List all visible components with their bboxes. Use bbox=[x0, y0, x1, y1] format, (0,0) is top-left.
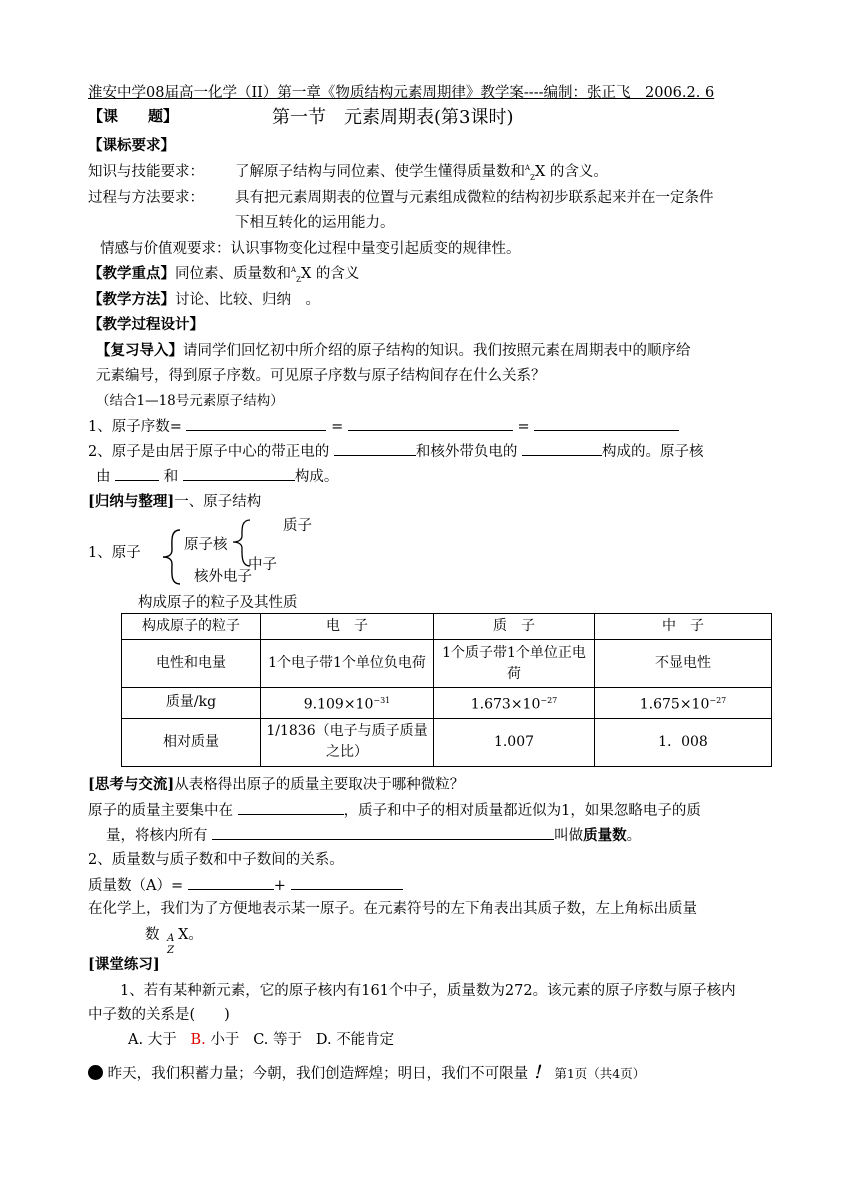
table-header-row bbox=[122, 614, 772, 640]
blank-q2-d[interactable] bbox=[183, 464, 295, 481]
table-header: 构成原子的粒子 bbox=[122, 614, 261, 640]
table-caption: 构成原子的粒子及其性质 bbox=[138, 595, 298, 611]
mass-number-sup: A bbox=[525, 164, 531, 173]
lesson-label: 【课 题】 bbox=[88, 107, 179, 125]
focus-atomic-sub: Z bbox=[296, 275, 301, 284]
review-q1: 1、原子序数= = = bbox=[88, 414, 679, 436]
table-cell: 1个电子带1个单位负电荷 bbox=[261, 640, 434, 688]
lesson-title: 第一节 元素周期表(第3课时) bbox=[272, 107, 514, 128]
chem-line1: 在化学上，我们为了方便地表示某一原子。在元素符号的左下角表出其质子数，左上角标出质量 bbox=[88, 901, 697, 917]
focus-line: 【教学重点】同位素、质量数和$^A_Z$X 的含义 bbox=[88, 265, 360, 284]
chem-line2: 数 A Z X。 bbox=[145, 927, 203, 956]
nuclide-atomic-sub: Z bbox=[167, 945, 175, 956]
neutron-label: 中子 bbox=[248, 557, 277, 573]
atomic-number-sub: Z bbox=[530, 173, 535, 182]
knowledge-text: 了解原子结构与同位素、使学生懂得质量数和$^A_Z$X 的含义。 bbox=[235, 164, 608, 182]
table-row bbox=[122, 688, 772, 719]
nuclide-symbol: X。 bbox=[178, 927, 203, 943]
blank-formula-b[interactable] bbox=[291, 873, 403, 890]
footer-exclaim: ！ bbox=[532, 1063, 550, 1083]
option-a[interactable]: A. 大于 bbox=[128, 1032, 177, 1048]
bullet-icon bbox=[88, 1065, 103, 1080]
focus-element-symbol: X bbox=[300, 266, 312, 282]
option-d[interactable]: D. 不能肯定 bbox=[315, 1032, 395, 1048]
blank-q2-b[interactable] bbox=[522, 439, 602, 456]
tree-root: 1、原子 bbox=[88, 545, 141, 561]
particle-table bbox=[121, 613, 772, 767]
think-line1: 原子的质量主要集中在 ，质子和中子的相对质量都近似为1，如果忽略电子的质 bbox=[88, 798, 701, 820]
summary-line: [归纳与整理]一、原子结构 bbox=[88, 493, 262, 510]
table-cell: 1．008 bbox=[595, 718, 772, 766]
focus-mass-sup: A bbox=[291, 266, 297, 275]
footer bbox=[88, 1058, 645, 1083]
nucleus-label: 原子核 bbox=[184, 537, 228, 553]
practice-heading: [课堂练习] bbox=[88, 956, 160, 973]
review-line1: 【复习导入】请同学们回忆初中所介绍的原子结构的知识。我们按照元素在周期表中的顺序给 bbox=[96, 342, 691, 359]
table-cell: $9.109\times 10^{-31}$ bbox=[261, 688, 434, 719]
option-b[interactable]: B. 小于 bbox=[190, 1032, 240, 1048]
proton-label: 质子 bbox=[283, 518, 312, 534]
table-cell: 1.007 bbox=[434, 718, 595, 766]
table-cell: 1/1836（电子与质子质量之比） bbox=[261, 718, 434, 766]
electron-label: 核外电子 bbox=[194, 569, 252, 585]
think-item2: 2、质量数与质子数和中子数间的关系。 bbox=[88, 852, 344, 868]
practice-options bbox=[128, 1028, 394, 1049]
element-symbol: X bbox=[534, 164, 546, 180]
blank-mass-number[interactable] bbox=[212, 823, 554, 840]
mass-formula: 质量数（A）= + bbox=[88, 873, 403, 895]
blank-q1-b[interactable] bbox=[348, 414, 513, 431]
header-line: 淮安中学08届高一化学（II）第一章《物质结构元素周期律》教学案----编制：张正飞 2006.2. 6 bbox=[88, 85, 715, 101]
emotion-line: 情感与价值观要求：认识事物变化过程中量变引起质变的规律性。 bbox=[100, 241, 521, 257]
table-cell: 不显电性 bbox=[595, 640, 772, 688]
table-cell: 质量/kg bbox=[122, 688, 261, 719]
practice-q1-line2: 中子数的关系是( ) bbox=[88, 1007, 230, 1023]
blank-q2-c[interactable] bbox=[115, 464, 159, 481]
footer-motto: 昨天，我们积蓄力量；今朝，我们创造辉煌；明日，我们不可限量 bbox=[107, 1066, 529, 1082]
atom-brace bbox=[160, 528, 184, 586]
footer-page: 第1页（共4页） bbox=[554, 1066, 646, 1081]
table-cell: 电性和电量 bbox=[122, 640, 261, 688]
table-cell: 相对质量 bbox=[122, 718, 261, 766]
table-row bbox=[122, 718, 772, 766]
process-line2: 下相互转化的运用能力。 bbox=[235, 215, 395, 231]
table-cell: $1.673\times 10^{-27}$ bbox=[434, 688, 595, 719]
option-c[interactable]: C. 等于 bbox=[253, 1032, 303, 1048]
table-cell: $1.675\times 10^{-27}$ bbox=[595, 688, 772, 719]
table-header: 质 子 bbox=[434, 614, 595, 640]
review-line2: 元素编号，得到原子序数。可见原子序数与原子结构间存在什么关系？ bbox=[96, 368, 546, 384]
blank-q1-c[interactable] bbox=[534, 414, 679, 431]
review-hint: （结合1—18号元素原子结构） bbox=[96, 393, 284, 409]
process-line1: 具有把元素周期表的位置与元素组成微粒的结构初步联系起来并在一定条件 bbox=[235, 190, 714, 206]
blank-q2-a[interactable] bbox=[334, 439, 416, 456]
table-cell: 1个质子带1个单位正电荷 bbox=[434, 640, 595, 688]
think-line2: 量，将核内所有 叫做质量数。 bbox=[106, 823, 641, 845]
review-q2-line1: 2、原子是由居于原子中心的带正电的 和核外带负电的 构成的。原子核 bbox=[88, 439, 703, 461]
table-header: 电 子 bbox=[261, 614, 434, 640]
blank-q1-a[interactable] bbox=[186, 414, 326, 431]
nuclide-mass-sup: A bbox=[167, 933, 175, 944]
blank-formula-a[interactable] bbox=[188, 873, 274, 890]
table-row bbox=[122, 640, 772, 688]
process-label: 过程与方法要求： bbox=[88, 190, 204, 206]
requirements-heading: 【课标要求】 bbox=[88, 137, 175, 154]
review-q2-line2: 由 和 构成。 bbox=[96, 464, 338, 486]
blank-mass-center[interactable] bbox=[238, 798, 344, 815]
table-header: 中 子 bbox=[595, 614, 772, 640]
design-heading: 【教学过程设计】 bbox=[88, 316, 204, 333]
think-line: [思考与交流]从表格得出原子的质量主要取决于哪种微粒？ bbox=[88, 776, 465, 793]
practice-q1-line1: 1、若有某种新元素，它的原子核内有161个中子，质量数为272。该元素的原子序数与原子核内 bbox=[120, 983, 736, 999]
knowledge-label: 知识与技能要求： bbox=[88, 164, 204, 180]
method-line: 【教学方法】讨论、比较、归纳 。 bbox=[88, 291, 320, 308]
